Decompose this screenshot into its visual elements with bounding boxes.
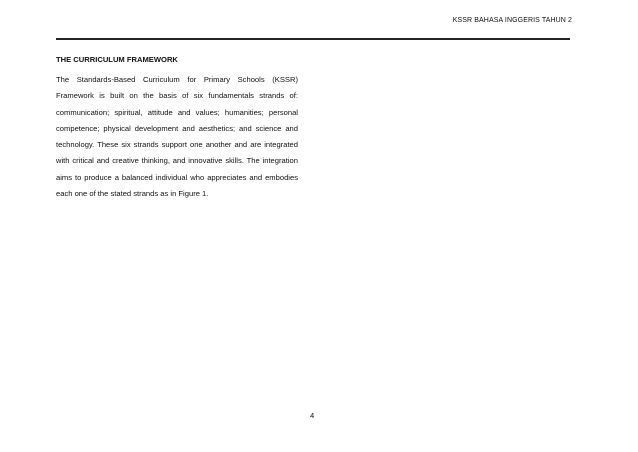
document-header-title: KSSR BAHASA INGGERIS TAHUN 2 bbox=[452, 17, 572, 24]
header-divider bbox=[56, 38, 570, 40]
page-number: 4 bbox=[310, 411, 315, 420]
section-heading: THE CURRICULUM FRAMEWORK bbox=[56, 55, 178, 64]
body-paragraph: The Standards-Based Curriculum for Primary Schools (KSSR) Framework is built on the basis of six fundamentals strands of: communication; spiritual, attitude and values; humanities; personal competence; physical development and aesthetics; and science and technology. These six strands support one another and are integrated with critical and creative thinking, and innovative skills. The integration aims to produce a balanced individual who appreciates and embodies each one of the stated strands as in Figure 1. bbox=[56, 75, 298, 199]
